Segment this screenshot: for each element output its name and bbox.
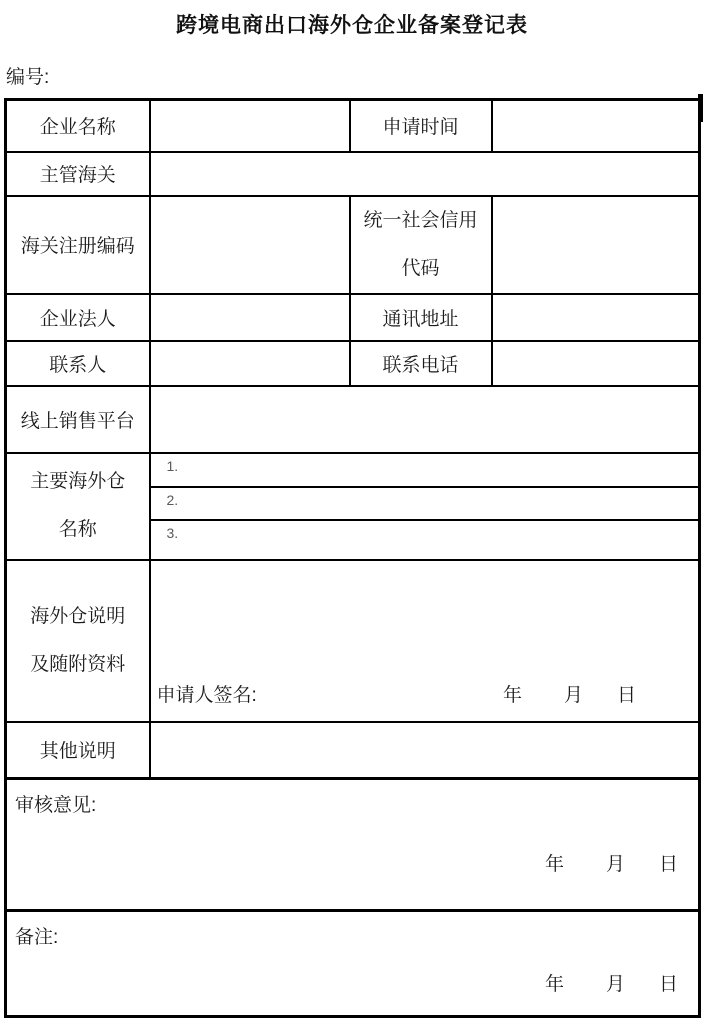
warehouse-name-field-2[interactable]	[150, 487, 700, 520]
date-fields	[15, 849, 678, 876]
warehouse-desc-field[interactable]	[150, 560, 700, 722]
month-label: 月	[605, 974, 625, 995]
table-row	[6, 911, 700, 1017]
legal-person-field[interactable]	[150, 294, 350, 341]
cursor-artifact	[698, 94, 703, 122]
warehouse-name-field-1[interactable]	[150, 453, 700, 487]
warehouse-name-field-3[interactable]	[150, 520, 700, 560]
credit-code-field[interactable]	[492, 196, 700, 294]
list-number: 3.	[166, 524, 179, 541]
table-row	[6, 196, 700, 294]
year-label: 年	[502, 684, 522, 706]
other-label: 其他说明	[6, 722, 150, 779]
warehouse-names-label: 主要海外仓名称	[6, 453, 150, 560]
warehouse-desc-label: 海外仓说明及随附资料	[6, 560, 150, 722]
contact-field[interactable]	[150, 341, 350, 386]
applicant-sign-label: 申请人签名:	[156, 684, 257, 706]
apply-time-label: 申请时间	[350, 100, 492, 152]
day-label: 日	[658, 854, 678, 875]
platform-field[interactable]	[150, 386, 700, 453]
apply-time-field[interactable]	[492, 100, 700, 152]
contact-label: 联系人	[6, 341, 150, 386]
serial-number-label: 编号:	[6, 67, 50, 88]
date-fields	[15, 969, 678, 996]
registration-table	[4, 98, 701, 1018]
credit-code-label: 统一社会信用代码	[350, 196, 492, 294]
address-label: 通讯地址	[350, 294, 492, 341]
year-label: 年	[544, 854, 564, 875]
month-label: 月	[563, 684, 583, 706]
page-title: 跨境电商出口海外仓企业备案登记表	[176, 14, 528, 37]
table-row	[6, 341, 700, 386]
address-field[interactable]	[492, 294, 700, 341]
list-number: 2.	[166, 491, 179, 508]
table-row	[6, 152, 700, 196]
table-row	[6, 100, 700, 152]
platform-label: 线上销售平台	[6, 386, 150, 453]
table-row	[6, 560, 700, 722]
day-label: 日	[616, 684, 636, 706]
legal-person-label: 企业法人	[6, 294, 150, 341]
phone-label: 联系电话	[350, 341, 492, 386]
date-fields	[503, 680, 636, 707]
signature-row	[151, 680, 699, 721]
year-label: 年	[544, 974, 564, 995]
customs-label: 主管海关	[6, 152, 150, 196]
table-row	[6, 779, 700, 911]
customs-field[interactable]	[150, 152, 700, 196]
customs-code-label: 海关注册编码	[6, 196, 150, 294]
month-label: 月	[605, 854, 625, 875]
list-number: 1.	[166, 457, 179, 474]
review-section[interactable]	[6, 779, 700, 911]
table-row	[6, 722, 700, 779]
company-name-label: 企业名称	[6, 100, 150, 152]
day-label: 日	[658, 974, 678, 995]
customs-code-field[interactable]	[150, 196, 350, 294]
company-name-field[interactable]	[150, 100, 350, 152]
other-field[interactable]	[150, 722, 700, 779]
table-row	[6, 386, 700, 453]
table-row	[6, 453, 700, 487]
table-row	[6, 294, 700, 341]
review-label: 审核意见:	[15, 795, 97, 816]
remark-label: 备注:	[15, 927, 59, 948]
phone-field[interactable]	[492, 341, 700, 386]
remark-section[interactable]	[6, 911, 700, 1017]
